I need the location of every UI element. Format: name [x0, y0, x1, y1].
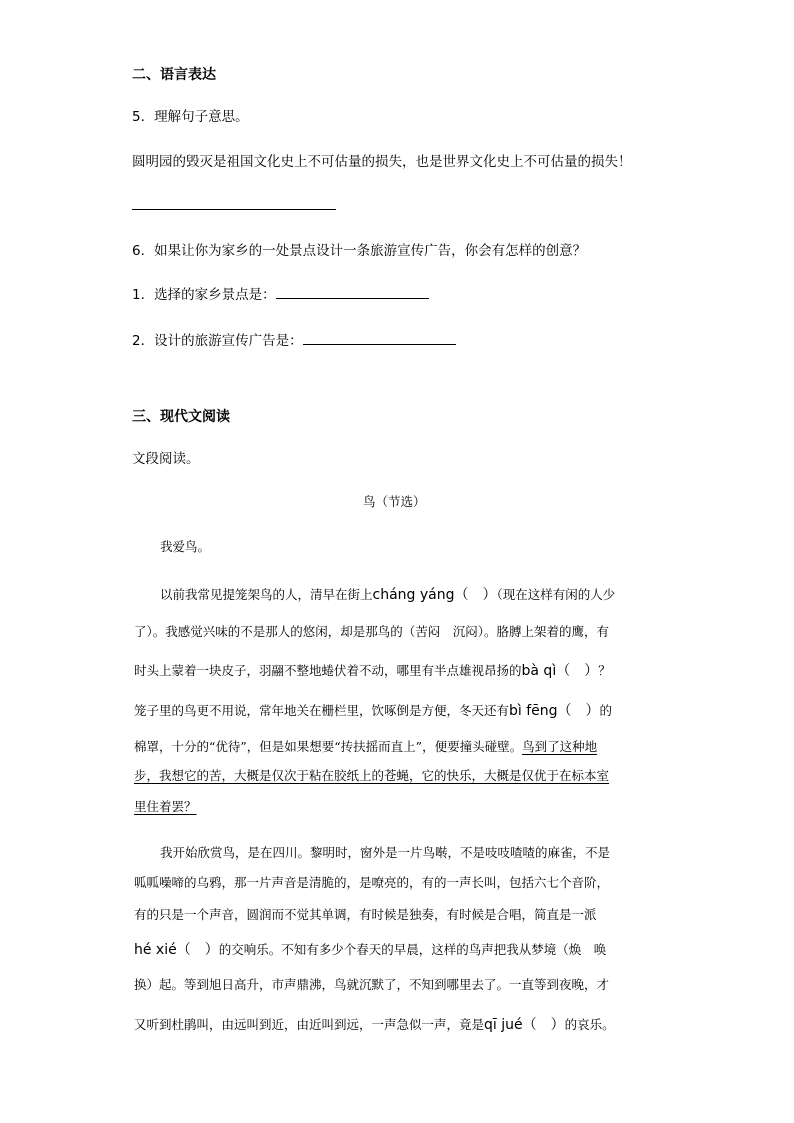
p2-line-5-text: 棉罩，十分的“优待”，但是如果想要“抟扶摇而直上”，便要撞头碰壁。 [134, 739, 523, 754]
question-5-sentence: 圆明园的毁灭是祖国文化史上不可估量的损失，也是世界文化史上不可估量的损失！ [132, 154, 632, 170]
p3-line-6 [134, 1014, 615, 1034]
underlined-sentence-part-2: 步，我想它的苦，大概是仅次于粘在胶纸上的苍蝇，它的快乐，大概是仅优于在标本室 [134, 768, 610, 783]
p2-line-1-text-b: （现在这样有闲的人少 [496, 587, 616, 602]
passage-title: 鸟（节选） [363, 494, 426, 509]
answer-line-q5[interactable] [132, 209, 336, 210]
p2-line-4-text-a: 笼子里的鸟更不用说，常年地关在栅栏里，饮啄倒是方便，冬天还有 [134, 703, 510, 718]
answer-blank-ad-slogan[interactable] [303, 330, 456, 345]
p2-line-3-text-a: 时头上蒙着一块皮子，羽翮不整地蜷伏着不动，哪里有半点雄视昂扬的 [134, 663, 522, 678]
p2-line-3 [134, 660, 611, 680]
p2-line-3-text-b: ？ [598, 663, 611, 678]
p3-line-6-text-a: 又听到杜鹃叫，由远叫到近，由近叫到远，一声急似一声，竟是 [134, 1017, 485, 1032]
p3-line-3: 有的只是一个声音，圆润而不觉其单调，有时候是独奏，有时候是合唱，简直是一派 [134, 907, 597, 922]
p2-line-5 [134, 737, 597, 755]
p2-line-2: 了）。我感觉兴味的不是那人的悠闲，却是那鸟的（苦闷 沉闷）。胳膊上架着的鹰，有 [134, 624, 610, 639]
pinyin-blank-baqi[interactable]: bà qì（ ） [521, 663, 599, 679]
answer-blank-scenic-spot[interactable] [276, 284, 429, 299]
question-5-prompt: 5．理解句子意思。 [132, 109, 249, 125]
question-6-item-2 [132, 329, 456, 349]
question-6-item-2-label: 2．设计的旅游宣传广告是： [132, 333, 303, 349]
question-6-prompt: 6．如果让你为家乡的一处景点设计一条旅游宣传广告，你会有怎样的创意？ [132, 243, 587, 259]
p3-line-4-text: 的交响乐。不知有多少个春天的早晨，这样的鸟声把我从梦境（焕 唤 [218, 942, 607, 957]
passage-paragraph-1: 我爱鸟。 [160, 539, 211, 554]
pinyin-blank-qijue[interactable]: qī jué（ ） [484, 1017, 565, 1033]
p3-line-5: 换）起。等到旭日高升，市声鼎沸，鸟就沉默了，不知到哪里去了。一直等到夜晚，才 [134, 977, 610, 992]
section-3-heading: 三、现代文阅读 [132, 409, 230, 425]
underlined-sentence-part-3: 里住着罢？ [134, 799, 197, 814]
section-2-heading: 二、语言表达 [132, 67, 216, 83]
p3-line-4 [134, 939, 606, 959]
p2-line-1 [160, 584, 615, 604]
p2-line-4-text-b: 的 [599, 703, 613, 718]
question-6-item-1-label: 1．选择的家乡景点是： [132, 287, 276, 303]
pinyin-blank-hexie[interactable]: hé xié（ ） [134, 942, 219, 958]
p3-line-1: 我开始欣赏鸟，是在四川。黎明时，窗外是一片鸟啭，不是吱吱喳喳的麻雀，不是 [160, 845, 611, 860]
p2-line-1-text-a: 以前我常见提笼架鸟的人，清早在街上 [160, 587, 373, 602]
question-6-item-1 [132, 283, 429, 303]
pinyin-blank-changyang[interactable]: cháng yáng（ ） [372, 587, 497, 603]
p3-line-2: 呱呱噪啼的乌鸦，那一片声音是清脆的，是嘹亮的，有的一声长叫，包括六七个音阶， [134, 875, 610, 890]
p2-line-4 [134, 700, 612, 720]
underlined-sentence-part-1: 鸟到了这种地 [522, 739, 598, 754]
pinyin-blank-bifeng[interactable]: bì fēng（ ） [509, 703, 600, 719]
reading-intro: 文段阅读。 [132, 451, 200, 467]
p3-line-6-text-b: 的哀乐。 [564, 1017, 615, 1032]
